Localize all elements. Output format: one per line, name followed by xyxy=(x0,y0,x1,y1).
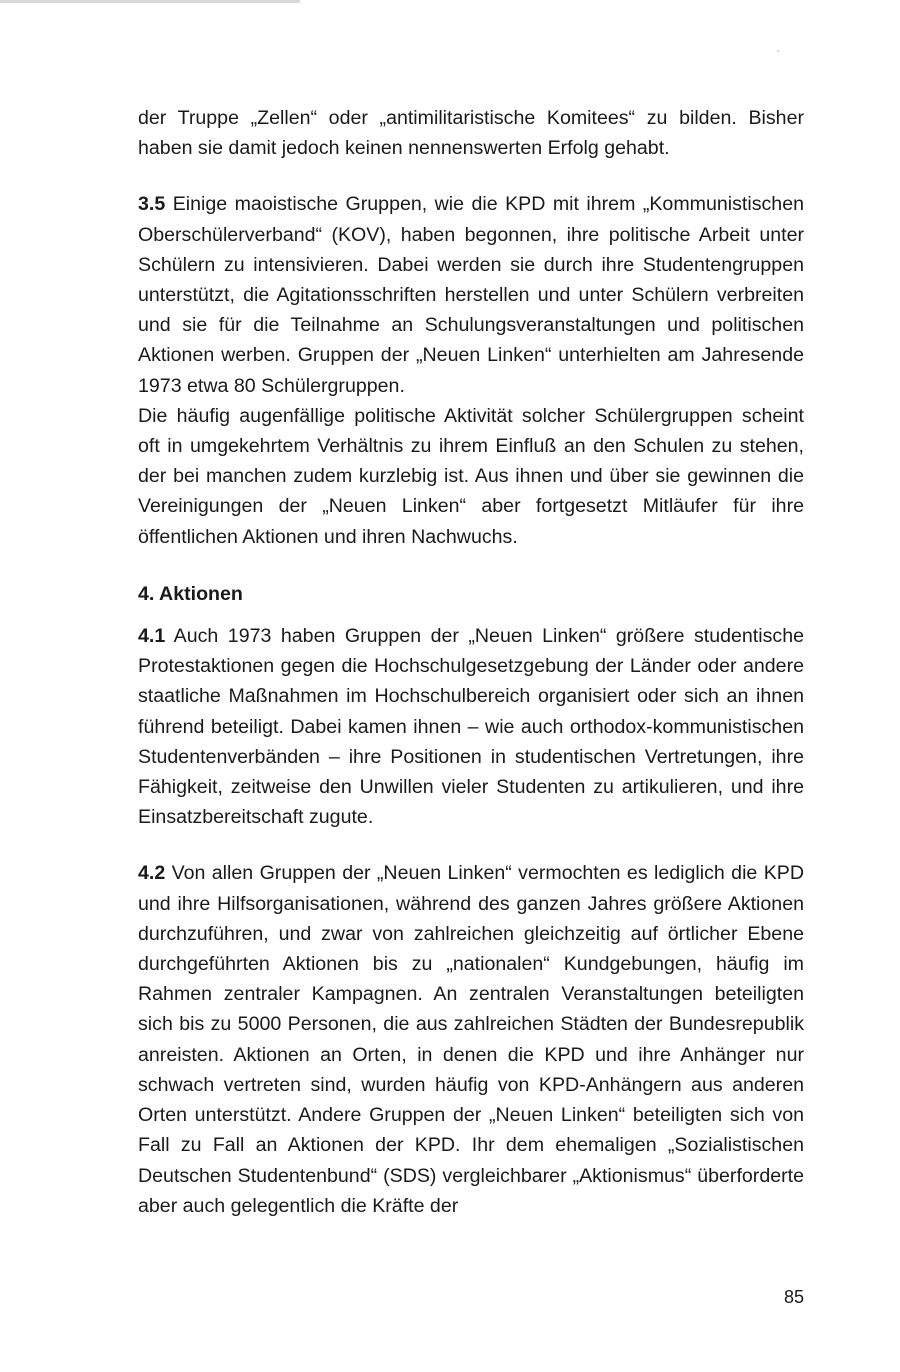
paragraph-text: Einige maoistische Gruppen, wie die KPD mit ihrem „Kommunistischen Oberschülerverband“ (KOV), haben begonnen, ihre politische Arbeit unter Schülern zu intensivieren. Dabei werden sie durch ihre Studentengruppen unterstützt, die Agitationsschriften herstellen und unter Schülern verbreiten und sie für die Teilnahme an Schulungsveranstaltungen und politischen Aktionen werben. Gruppen der „Neuen Linken“ unterhielten am Jahresende 1973 etwa 80 Schülergruppen. xyxy=(138,193,804,397)
section-heading-aktionen: 4. Aktionen xyxy=(138,582,243,605)
scan-speck xyxy=(777,50,779,52)
page-number: 85 xyxy=(783,1287,804,1307)
paragraph-3-5 xyxy=(138,189,804,400)
paragraph-schuelergruppen: Die häufig augenfällige politische Aktivität solcher Schülergruppen scheint oft in umgekehrtem Verhältnis zu ihrem Einfluß an den Schulen zu stehen, der bei manchen zudem kurzlebig ist. Aus ihnen und über sie gewinnen die Vereinigungen der „Neuen Linken“ aber fortgesetzt Mitläufer für ihre öffentlichen Aktionen und ihren Nachwuchs. xyxy=(138,404,804,548)
paragraph-text: Von allen Gruppen der „Neuen Linken“ vermochten es lediglich die KPD und ihre Hilfsorganisationen, während des ganzen Jahres größere Aktionen durchzuführen, und zwar von zahlreichen gleichzeitig auf örtlicher Ebene durchgeführten Aktionen bis zu „nationalen“ Kundgebungen, häufig im Rahmen zentraler Kampagnen. An zentralen Veranstaltungen beteiligten sich bis zu 5000 Personen, die aus zahlreichen Städten der Bundesrepublik anreisten. Aktionen an Orten, in denen die KPD und ihre Anhänger nur schwach vertreten sind, wurden häufig von KPD-Anhängern aus anderen Orten unterstützt. Andere Gruppen der „Neuen Linken“ beteiligten sich von Fall zu Fall an Aktionen der KPD. Ihr dem ehemaligen „Sozialistischen Deutschen Studentenbund“ (SDS) vergleichbarer „Aktionismus“ überforderte aber auch gelegentlich die Kräfte der xyxy=(138,862,804,1217)
paragraph-continuation: der Truppe „Zellen“ oder „antimilitaristische Komitees“ zu bilden. Bisher haben sie damit jedoch keinen nennenswerten Erfolg gehabt. xyxy=(138,107,804,160)
paragraph-number: 4.2 xyxy=(138,862,166,885)
paragraph-4-2 xyxy=(138,858,804,1220)
paragraph-text: Auch 1973 haben Gruppen der „Neuen Linken“ größere studentische Protestaktionen gegen die Hochschulgesetzgebung der Länder oder andere staatliche Maßnahmen im Hochschulbereich organisiert oder sich an ihnen führend beteiligt. Dabei kamen ihnen – wie auch orthodox-kommunistischen Studentenverbänden – ihre Positionen in studentischen Vertretungen, ihre Fähigkeit, zeitweise den Unwillen vieler Studenten zu artikulieren, und ihre Einsatzbereitschaft zugute. xyxy=(138,625,804,829)
paragraph-number: 4.1 xyxy=(138,625,166,648)
body-text xyxy=(138,103,804,1221)
paragraph-4-1 xyxy=(138,621,804,832)
paragraph-number: 3.5 xyxy=(138,193,166,216)
scan-edge xyxy=(0,0,300,3)
